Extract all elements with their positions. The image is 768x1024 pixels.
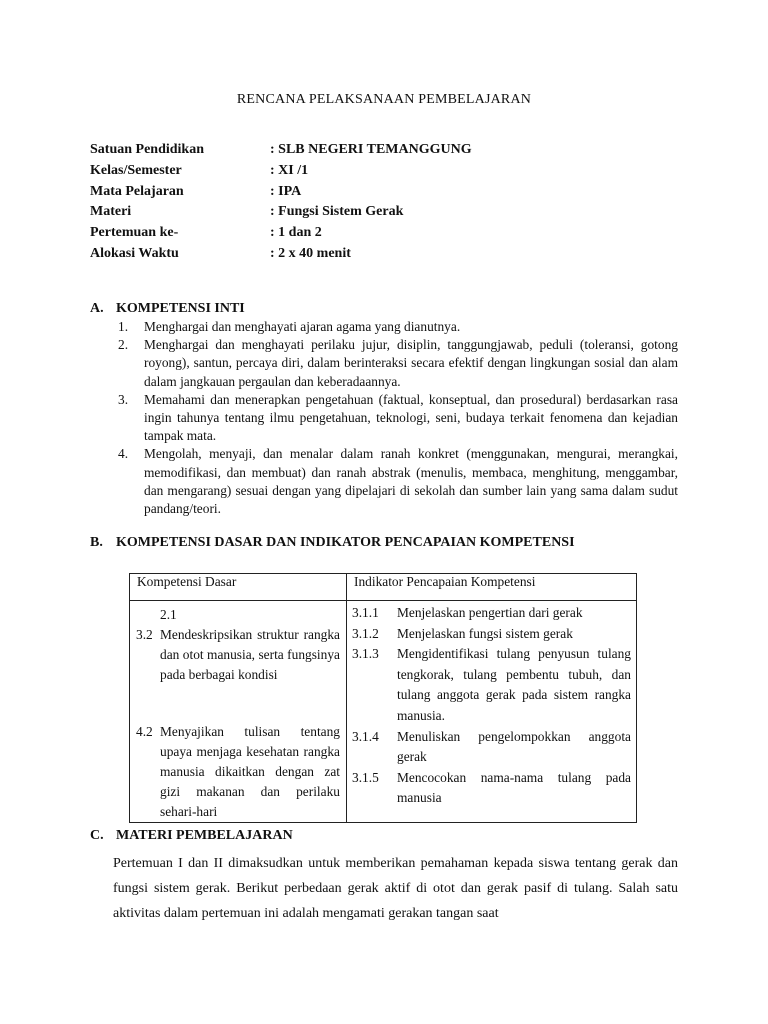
column-header-indikator: Indikator Pencapaian Kompetensi (347, 574, 637, 601)
column-header-kompetensi-dasar: Kompetensi Dasar (130, 574, 347, 601)
ipk-item (352, 644, 631, 726)
identity-label: Materi (90, 204, 132, 220)
identity-label: Mata Pelajaran (90, 183, 184, 199)
ipk-item (352, 768, 631, 809)
identity-label: Kelas/Semester (90, 162, 182, 178)
materi-paragraph: Pertemuan I dan II dimaksudkan untuk memberikan pemahaman kepada siswa tentang gerak dan fungsi sistem gerak. Berikut perbedaan gerak aktif di otot dan gerak pasif di tulang. Salah satu aktivitas dalam pertemuan ini adalah mengamati gerakan tangan saat (113, 856, 678, 921)
ipk-text: Menuliskan pengelompokkan anggota gerak (397, 728, 631, 765)
table-row (130, 601, 637, 823)
section-letter: C. (90, 828, 104, 843)
ipk-item (352, 727, 631, 768)
document-title: RENCANA PELAKSANAAN PEMBELAJARAN (236, 92, 532, 107)
kd-text: Menyajikan tulisan tentang upaya menjaga kesehatan rangka manusia dikaitkan dengan zat gizi makanan dan perilaku sehari-hari (160, 724, 340, 819)
kd-text: Mendeskripsikan struktur rangka dan otot manusia, serta fungsinya pada berbagai kondisi (160, 627, 340, 682)
list-item (118, 318, 678, 336)
ipk-number: 3.1.5 (352, 769, 379, 785)
list-number: 4. (118, 446, 129, 462)
ipk-number: 3.1.2 (352, 625, 379, 641)
section-title: KOMPETENSI DASAR DAN INDIKATOR PENCAPAIAN KOMPETENSI (116, 535, 575, 550)
section-letter: A. (90, 301, 104, 316)
ipk-number: 3.1.3 (352, 646, 379, 662)
list-text: Mengolah, menyaji, dan menalar dalam ranah konkret (menggunakan, mengurai, merangkai, memodifikasi, dan membuat) dan ranah abstrak (menulis, membaca, menghitung, menggambar, dan mengarang) sesuai dengan yang dipelajari di sekolah dan sumber lain yang sama dalam sudut pandang/teori. (144, 446, 678, 517)
identity-label: Pertemuan ke- (90, 225, 179, 241)
list-item (118, 445, 678, 518)
ipk-number: 3.1.1 (352, 605, 379, 620)
kd-item (136, 722, 340, 822)
indikator-cell (347, 601, 637, 823)
list-number: 1. (118, 319, 129, 334)
identity-label: Alokasi Waktu (90, 245, 179, 261)
kd-number: 4.2 (136, 724, 153, 739)
identity-value: : 1 dan 2 (270, 225, 322, 241)
list-text: Memahami dan menerapkan pengetahuan (faktual, konseptual, dan prosedural) berdasarkan rasa ingin tahunya tentang ilmu pengetahuan, teknologi, seni, budaya terkait fenomena dan kejadian tampak mata. (144, 391, 678, 444)
section-a-heading (90, 301, 245, 317)
identity-label: Satuan Pendidikan (90, 142, 204, 157)
section-b-heading (90, 535, 575, 551)
section-title: MATERI PEMBELAJARAN (116, 828, 293, 843)
identity-value: : 2 x 40 menit (270, 245, 351, 261)
table-header-row (130, 574, 637, 601)
section-letter: B. (90, 535, 103, 550)
ipk-item (352, 603, 631, 624)
ipk-item (352, 624, 631, 645)
list-number: 3. (118, 391, 129, 407)
section-title: KOMPETENSI INTI (116, 301, 245, 316)
ipk-text: Mencocokan nama-nama tulang pada manusia (397, 769, 631, 806)
list-item (118, 336, 678, 391)
kompetensi-dasar-cell (130, 601, 347, 823)
identity-value: : IPA (270, 183, 302, 199)
ipk-text: Mengidentifikasi tulang penyusun tulang tengkorak, tulang pembentu tubuh, dan tulang anggota gerak pada sistem rangka manusia. (397, 646, 631, 723)
identity-value: : XI /1 (270, 162, 309, 178)
list-text: Menghargai dan menghayati perilaku jujur, disiplin, tanggungjawab, peduli (toleransi, gotong royong), santun, percaya diri, dalam berinteraksi secara efektif dengan lingkungan sosial dan alam dalam jangkauan pergaulan dan keberadaannya. (144, 337, 678, 389)
list-item (118, 391, 678, 446)
identity-value: : SLB NEGERI TEMANGGUNG (270, 142, 472, 157)
kompetensi-inti-list (118, 318, 678, 518)
ipk-text: Menjelaskan fungsi sistem gerak (397, 625, 573, 641)
section-c-heading (90, 828, 293, 844)
ipk-text: Menjelaskan pengertian dari gerak (397, 605, 583, 620)
list-text: Menghargai dan menghayati ajaran agama yang dianutnya. (144, 319, 461, 334)
kd-number: 3.2 (136, 627, 153, 642)
competency-table (129, 573, 637, 823)
kd-item (136, 625, 340, 685)
kd-first-line: 2.1 (160, 607, 177, 622)
identity-value: : Fungsi Sistem Gerak (270, 204, 404, 220)
list-number: 2. (118, 337, 129, 353)
ipk-number: 3.1.4 (352, 728, 379, 744)
